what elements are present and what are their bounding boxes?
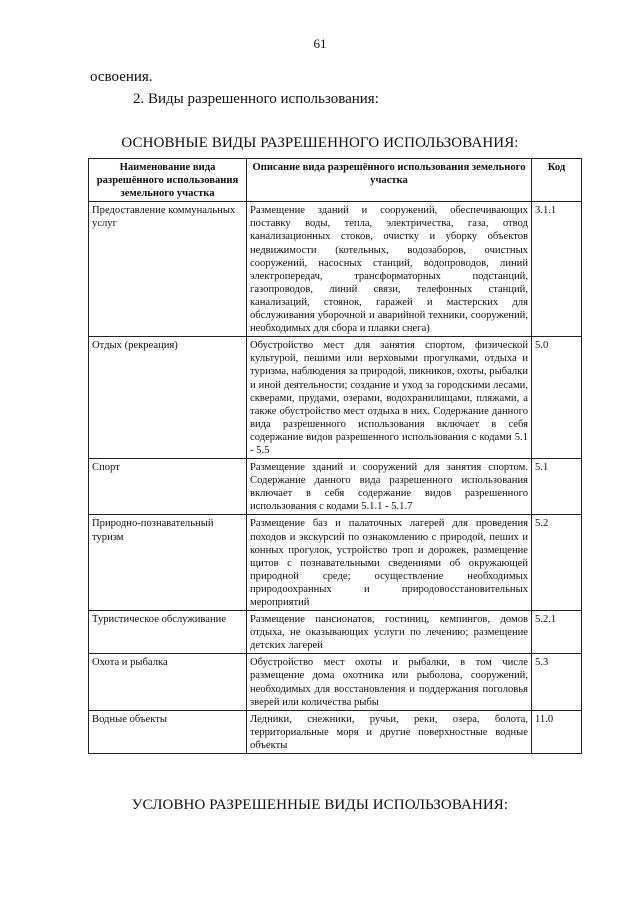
cell-code: 3.1.1 [532,202,582,337]
table-row [89,710,582,753]
table-row [89,202,582,337]
cell-code: 5.2.1 [532,611,582,654]
cell-description: Обустройство мест для занятия спортом, физической культурой, пешими или верховыми прогулками, отдыха и туризма, наблюдения за природой, пикников, охоты, рыбалки и иной деятельности; создание и уход за городскими лесами, скверами, прудами, озерами, водохранилищами, пляжами, а также обустройство мест отдыха в них. Содержание данного вида разрешенного использования включает в себя содержание видов разрешенного использования с кодами 5.1 - 5.5 [247,337,532,459]
table-row [89,459,582,515]
page-number: 61 [313,36,327,51]
cell-code: 5.2 [532,515,582,611]
section-item-heading: 2. Виды разрешенного использования: [133,91,379,107]
table-row [89,337,582,459]
cell-code: 5.0 [532,337,582,459]
main-uses-heading: ОСНОВНЫЕ ВИДЫ РАЗРЕШЕННОГО ИСПОЛЬЗОВАНИЯ: [121,135,519,151]
cell-description: Размещение баз и палаточных лагерей для проведения походов и экскурсий по ознакомлению с природой, пеших и конных прогулок, устройство троп и дорожек, размещение щитов с познавательными сведениями об окружающей природной среде; осуществление необходимых природоохранных и природовосстановительных мероприятий [247,515,532,611]
cell-name: Предоставление коммунальных услуг [89,202,247,337]
cell-description: Размещение зданий и сооружений для занятия спортом. Содержание данного вида разрешенного использования включает в себя содержание видов разрешенного использования с кодами 5.1.1 - 5.1.7 [247,459,532,515]
header-code: Код [532,159,582,202]
table-header-row [89,159,582,202]
conditional-uses-heading: УСЛОВНО РАЗРЕШЕННЫЕ ВИДЫ ИСПОЛЬЗОВАНИЯ: [131,797,509,813]
cell-description: Обустройство мест охоты и рыбалки, в том числе размещение дома охотника или рыболова, сооружений, необходимых для восстановления и поддержания поголовья зверей или количества рыбы [247,654,532,710]
cell-code: 11.0 [532,710,582,753]
cell-name: Охота и рыбалка [89,654,247,710]
table-row [89,515,582,611]
cell-name: Спорт [89,459,247,515]
cell-name: Водные объекты [89,710,247,753]
cell-description: Размещение зданий и сооружений, обеспечивающих поставку воды, тепла, электричества, газа, отвод канализационных стоков, очистку и уборку объектов недвижимости (котельных, водозаборов, очистных сооружений, насосных станций, водопроводов, линий электропередач, трансформаторных подстанций, газопроводов, линий связи, телефонных станций, канализаций, стоянок, гаражей и мастерских для обслуживания уборочной и аварийной техники, сооружений, необходимых для сбора и плавки снега) [247,202,532,337]
header-name: Наименование вида разрешённого использования земельного участка [89,159,247,202]
header-description: Описание вида разрешённого использования земельного участка [247,159,532,202]
cell-description: Размещение пансионатов, гостиниц, кемпингов, домов отдыха, не оказывающих услуги по лечению; размещение детских лагерей [247,611,532,654]
table-row [89,654,582,710]
cell-name: Отдых (рекреация) [89,337,247,459]
cell-name: Природно-познавательный туризм [89,515,247,611]
cell-name: Туристическое обслуживание [89,611,247,654]
cell-code: 5.1 [532,459,582,515]
permitted-uses-table [88,158,582,754]
cell-code: 5.3 [532,654,582,710]
table-row [89,611,582,654]
text-line-continuation: освоения. [90,69,153,85]
cell-description: Ледники, снежники, ручьи, реки, озера, болота, территориальные моря и другие поверхностные водные объекты [247,710,532,753]
